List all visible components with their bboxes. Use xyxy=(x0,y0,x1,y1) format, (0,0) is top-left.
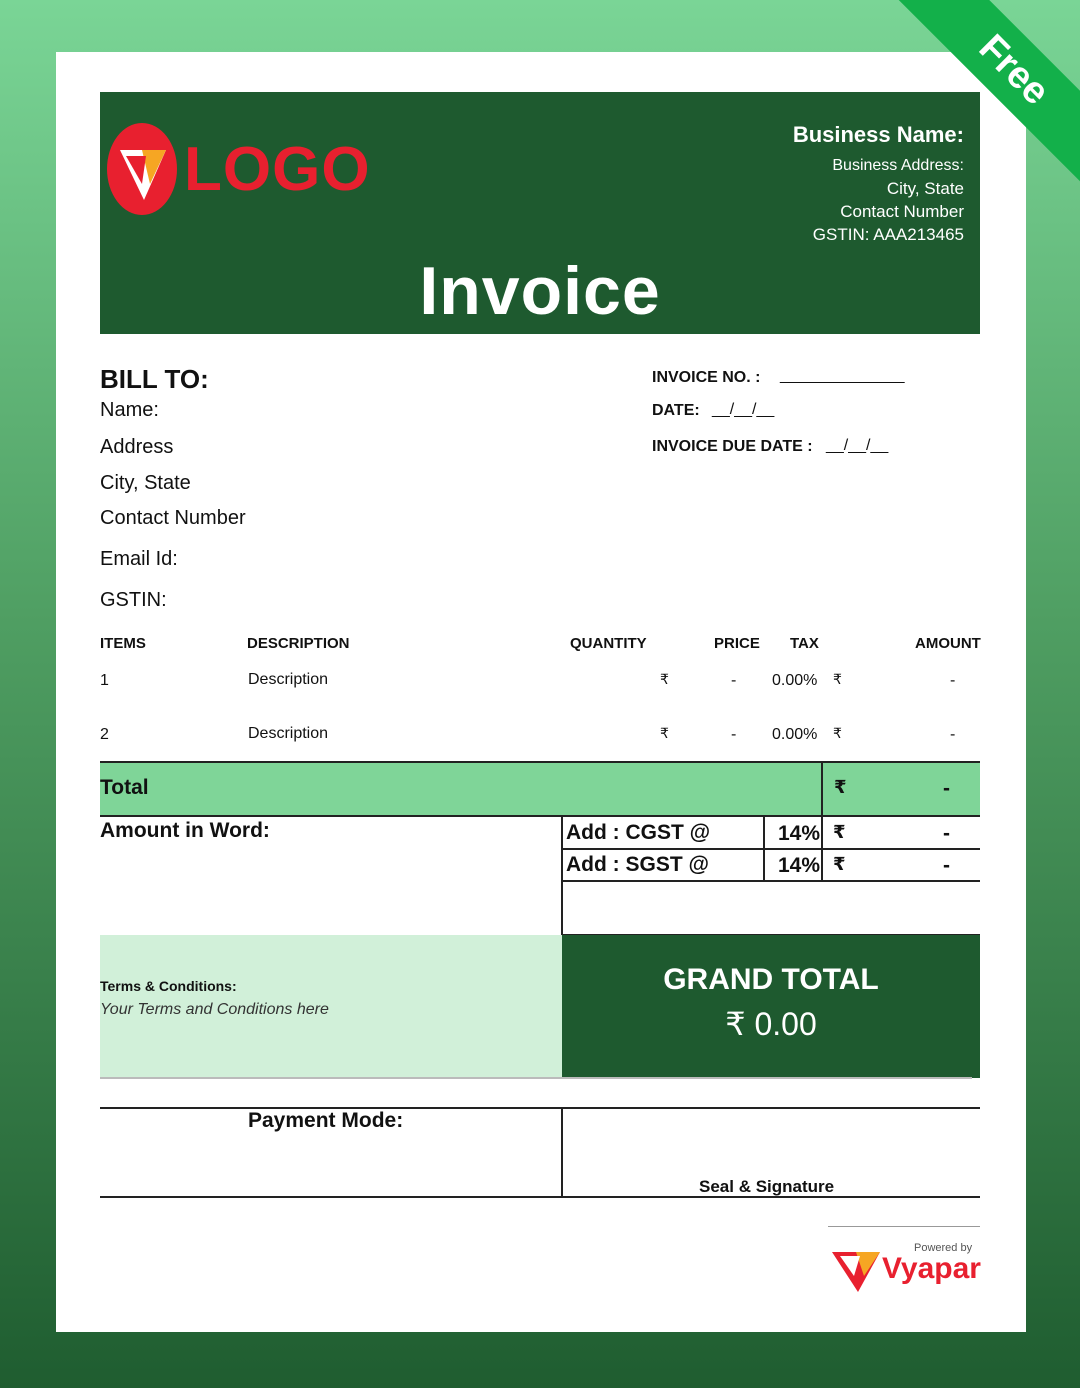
seal-signature-label: Seal & Signature xyxy=(699,1177,835,1196)
business-gstin: GSTIN: AAA213465 xyxy=(812,225,964,244)
cgst-label: Add : CGST @ xyxy=(566,821,711,844)
due-date-value: __/__/__ xyxy=(826,437,889,454)
row1-description: Description xyxy=(248,671,329,688)
powered-by-text: Powered by xyxy=(914,1242,973,1254)
cgst-value: - xyxy=(943,822,950,845)
payment-top-border xyxy=(100,1107,980,1109)
payment-mode-label: Payment Mode: xyxy=(248,1109,404,1132)
total-value: - xyxy=(943,777,950,800)
sgst-value: - xyxy=(943,854,950,877)
payment-divider xyxy=(561,1107,563,1198)
bill-to-address: Address xyxy=(100,436,174,458)
payment-bottom-border xyxy=(100,1196,980,1198)
footer-divider xyxy=(828,1226,980,1227)
row2-item: 2 xyxy=(100,726,109,743)
free-ribbon xyxy=(890,0,1080,190)
total-divider xyxy=(821,761,823,817)
sgst-bottom-border xyxy=(561,880,980,882)
row1-price: - xyxy=(731,672,737,689)
sgst-currency: ₹ xyxy=(833,854,846,874)
invoice-page xyxy=(56,52,1026,1332)
invoice-header xyxy=(100,92,980,334)
business-name: Business Name: xyxy=(792,122,964,147)
bill-to-email: Email Id: xyxy=(100,548,178,570)
business-city-state: City, State xyxy=(886,179,964,198)
logo-icon xyxy=(106,122,178,216)
taxes-left-border xyxy=(561,817,563,935)
total-label: Total xyxy=(100,776,149,799)
col-description: DESCRIPTION xyxy=(247,635,350,652)
bill-to-contact: Contact Number xyxy=(100,507,246,529)
invoice-no-label: INVOICE NO. : xyxy=(652,369,761,386)
logo-text: LOGO xyxy=(184,135,371,204)
grand-total-box xyxy=(562,935,980,1078)
invoice-title: Invoice xyxy=(419,253,661,329)
total-currency: ₹ xyxy=(834,777,847,797)
col-items: ITEMS xyxy=(100,635,146,652)
row2-tax: 0.00% xyxy=(772,726,818,743)
total-top-border xyxy=(100,761,980,763)
row2-amount-currency: ₹ xyxy=(833,725,842,741)
row2-description: Description xyxy=(248,725,329,742)
terms-box xyxy=(100,935,562,1078)
grand-total-value: ₹ 0.00 xyxy=(725,1006,817,1042)
total-bar xyxy=(100,762,980,816)
sgst-rate: 14% xyxy=(778,854,821,877)
vyapar-brand-text: Vyapar xyxy=(882,1252,981,1285)
row1-amount: - xyxy=(950,672,956,689)
bill-to-title: BILL TO: xyxy=(100,364,209,394)
grand-total-label: GRAND TOTAL xyxy=(663,963,879,996)
cgst-rate: 14% xyxy=(778,822,821,845)
col-quantity: QUANTITY xyxy=(570,635,647,652)
cgst-bottom-border xyxy=(561,848,980,850)
row2-amount: - xyxy=(950,726,956,743)
date-value: __/__/__ xyxy=(712,401,775,418)
terms-text: Your Terms and Conditions here xyxy=(100,1001,329,1018)
terms-bottom-border xyxy=(100,1077,972,1079)
invoice-no-value: ______________ xyxy=(780,367,905,384)
sgst-label: Add : SGST @ xyxy=(566,853,709,876)
row2-price: - xyxy=(731,726,737,743)
col-amount: AMOUNT xyxy=(915,635,981,652)
vyapar-logo-icon xyxy=(832,1248,880,1292)
terms-title: Terms & Conditions: xyxy=(100,978,237,994)
cgst-currency: ₹ xyxy=(833,822,846,842)
business-address: Business Address: xyxy=(832,157,964,174)
row1-item: 1 xyxy=(100,672,109,689)
row1-tax: 0.00% xyxy=(772,672,818,689)
free-badge: Free xyxy=(892,0,1080,190)
date-label: DATE: xyxy=(652,402,700,419)
bill-to-gstin: GSTIN: xyxy=(100,589,167,611)
business-contact: Contact Number xyxy=(840,202,964,221)
row1-currency: ₹ xyxy=(660,671,669,687)
col-price: PRICE xyxy=(714,635,760,652)
row1-amount-currency: ₹ xyxy=(833,671,842,687)
bill-to-city-state: City, State xyxy=(100,472,191,494)
row2-currency: ₹ xyxy=(660,725,669,741)
bill-to-name: Name: xyxy=(100,399,159,421)
due-date-label: INVOICE DUE DATE : xyxy=(652,438,813,455)
col-tax: TAX xyxy=(790,635,819,652)
total-bottom-border xyxy=(100,815,980,817)
amount-in-word-label: Amount in Word: xyxy=(100,819,270,842)
